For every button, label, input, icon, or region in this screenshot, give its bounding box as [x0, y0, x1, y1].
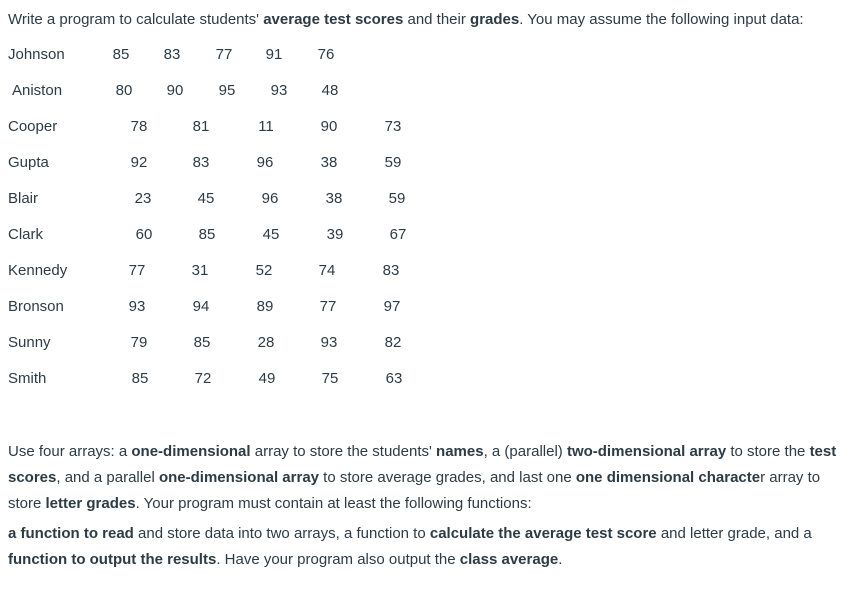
- score-cell: 67: [389, 226, 407, 243]
- score-cell: 82: [384, 334, 402, 351]
- score-cell: 52: [255, 262, 273, 279]
- para2-text-3: . Have your program also output the: [216, 551, 460, 568]
- student-name: Sunny: [8, 334, 51, 351]
- para2-bold-function-to-read: a function to read: [8, 525, 134, 542]
- score-cell: 38: [325, 190, 343, 207]
- score-cell: 77: [128, 262, 146, 279]
- score-cell: 59: [384, 154, 402, 171]
- intro-text-3: . You may assume the following input data:: [519, 11, 804, 28]
- para1-text-8: . Your program must contain at least the following functions:: [135, 495, 532, 512]
- score-cell: 45: [197, 190, 215, 207]
- para1-bold-one-dimensional-character: one dimensional characte: [575, 469, 761, 486]
- table-row: [0, 296, 863, 318]
- score-cell: 78: [130, 118, 148, 135]
- para1-bold-names: names: [436, 443, 484, 460]
- score-cell: 83: [382, 262, 400, 279]
- score-cell: 94: [192, 298, 210, 315]
- score-cell: 93: [270, 82, 288, 99]
- score-cell: 92: [130, 154, 148, 171]
- instructions-paragraph: [8, 439, 846, 517]
- para2-bold-calculate-average: calculate the average test score: [429, 525, 657, 542]
- score-cell: 89: [256, 298, 274, 315]
- score-cell: 63: [385, 370, 403, 387]
- score-cell: 96: [256, 154, 274, 171]
- score-cell: 28: [257, 334, 275, 351]
- student-name: Aniston: [12, 82, 63, 99]
- score-cell: 38: [320, 154, 338, 171]
- score-cell: 93: [320, 334, 338, 351]
- intro-text: [8, 9, 858, 31]
- score-cell: 97: [383, 298, 401, 315]
- score-cell: 83: [192, 154, 210, 171]
- para2-bold-class-average: class average: [459, 551, 559, 568]
- score-cell: 96: [261, 190, 279, 207]
- para1-bold-test-scores: test scores: [8, 443, 837, 486]
- para1-bold-letter-grades: letter grades: [45, 495, 136, 512]
- score-cell: 49: [258, 370, 276, 387]
- intro-text-2: and their: [403, 11, 471, 28]
- student-name: Gupta: [8, 154, 49, 171]
- score-cell: 23: [134, 190, 152, 207]
- score-cell: 39: [326, 226, 344, 243]
- para1-text-3: , a (parallel): [483, 443, 567, 460]
- student-name: Smith: [8, 370, 47, 387]
- score-cell: 73: [384, 118, 402, 135]
- student-name: Johnson: [8, 46, 65, 63]
- table-row: [0, 80, 863, 102]
- para2-text-2: and letter grade, and a: [656, 525, 812, 542]
- table-row: [0, 116, 863, 138]
- para1-bold-one-dimensional-array: one-dimensional array: [158, 469, 320, 486]
- score-cell: 76: [317, 46, 335, 63]
- para1-text-1: Use four arrays: a: [8, 443, 132, 460]
- score-cell: 77: [215, 46, 233, 63]
- para1-text-7: r array to store: [8, 469, 821, 512]
- score-cell: 48: [321, 82, 339, 99]
- table-row: [0, 368, 863, 390]
- score-cell: 85: [193, 334, 211, 351]
- para1-bold-two-dimensional-array: two-dimensional array: [566, 443, 727, 460]
- score-cell: 11: [258, 118, 274, 135]
- para2-text-1: and store data into two arrays, a function to: [133, 525, 430, 542]
- score-cell: 60: [135, 226, 153, 243]
- para1-text-6: to store average grades, and last one: [319, 469, 576, 486]
- score-cell: 85: [131, 370, 149, 387]
- para1-text-4: to store the: [726, 443, 810, 460]
- para2-bold-function-to-output: function to output the results: [8, 551, 217, 568]
- score-cell: 59: [388, 190, 406, 207]
- table-row: [0, 224, 863, 246]
- table-row: [0, 260, 863, 282]
- para1-text-5: , and a parallel: [56, 469, 159, 486]
- para1-text-2: array to store the students': [250, 443, 437, 460]
- score-cell: 93: [128, 298, 146, 315]
- table-row: [0, 332, 863, 354]
- table-row: [0, 152, 863, 174]
- para2-text-4: .: [558, 551, 563, 568]
- student-name: Cooper: [8, 118, 58, 135]
- score-cell: 90: [320, 118, 338, 135]
- score-cell: 90: [166, 82, 184, 99]
- intro-bold-grades: grades: [470, 11, 520, 28]
- score-cell: 75: [321, 370, 339, 387]
- student-name: Kennedy: [8, 262, 68, 279]
- score-cell: 91: [265, 46, 283, 63]
- score-cell: 85: [112, 46, 130, 63]
- table-row: [0, 44, 863, 66]
- score-cell: 79: [130, 334, 148, 351]
- score-cell: 74: [318, 262, 336, 279]
- score-cell: 83: [163, 46, 181, 63]
- para1-bold-one-dimensional: one-dimensional: [131, 443, 251, 460]
- student-name: Clark: [8, 226, 44, 243]
- score-cell: 31: [191, 262, 209, 279]
- table-row: [0, 188, 863, 210]
- score-cell: 85: [198, 226, 216, 243]
- score-cell: 45: [262, 226, 280, 243]
- student-name: Bronson: [8, 298, 64, 315]
- intro-bold-average-test-scores: average test scores: [263, 11, 404, 28]
- functions-paragraph: [8, 521, 846, 573]
- intro-text-1: Write a program to calculate students': [8, 11, 264, 28]
- score-cell: 81: [192, 118, 210, 135]
- score-cell: 95: [218, 82, 236, 99]
- student-name: Blair: [8, 190, 39, 207]
- score-cell: 72: [194, 370, 212, 387]
- score-cell: 80: [115, 82, 133, 99]
- score-cell: 77: [319, 298, 337, 315]
